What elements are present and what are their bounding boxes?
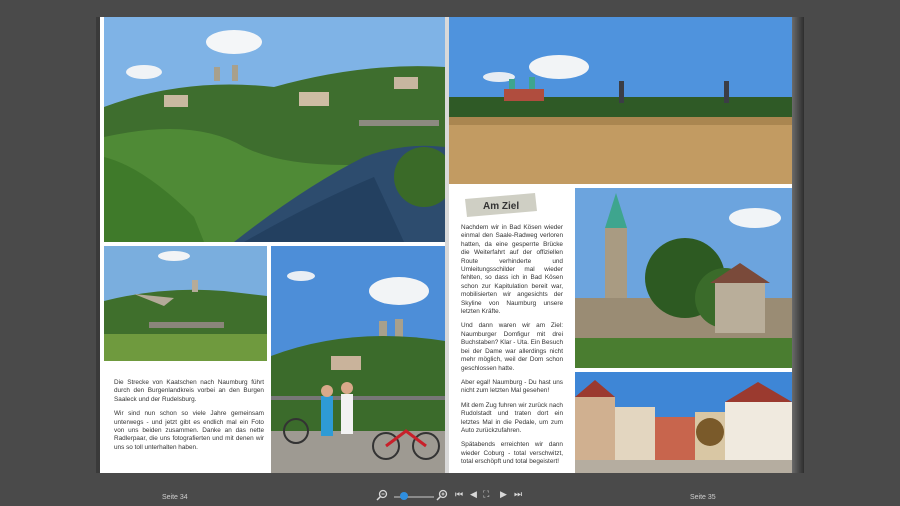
photo-naumburg-skyline[interactable]	[449, 17, 792, 184]
photo-river-castle[interactable]	[104, 17, 445, 242]
photo-couple-bikes[interactable]	[271, 246, 445, 473]
previous-page-icon[interactable]: ◀	[470, 489, 477, 499]
zoom-slider-handle[interactable]	[400, 492, 408, 500]
zoom-in-icon[interactable]	[436, 489, 448, 503]
left-page	[100, 17, 445, 473]
first-page-icon[interactable]: ⏮	[455, 489, 464, 499]
caption-paragraph-2: Wir sind nun schon so viele Jahre gemeinsam unterwegs - und jetzt gibt es endlich mal ein Foto von uns beiden zusammen. Danke an das nette Radlerpaar, die uns fotografierten und mit denen wir uns so toll unterhalten haben.	[114, 410, 264, 451]
left-caption	[114, 379, 264, 458]
story-paragraph-2: Und dann waren wir am Ziel: Naumburger Domfigur mit drei Buchstaben? Klar - Uta. Ein Besuch bei der Dame war allerdings nicht mehr möglich, weil der Dom schon geschlossen hatte.	[461, 322, 563, 372]
photo-castle-bridge[interactable]	[104, 246, 267, 361]
story-paragraph-3: Aber egal! Naumburg - Du hast uns nicht zum letzten Mal gesehen!	[461, 378, 563, 395]
last-page-icon[interactable]: ⏭	[514, 489, 523, 499]
story-paragraph-5: Spätabends erreichten wir dann wieder Coburg - total verschwitzt, total erschöpft und total begeistert!	[461, 441, 563, 466]
right-page-number: Seite 35	[690, 494, 716, 501]
photo-naumburg-cathedral[interactable]	[575, 188, 792, 368]
caption-paragraph-1: Die Strecke von Kaatschen nach Naumburg führt durch den Burgenlandkreis vorbei an den Burgen Saaleck und der Rudelsburg.	[114, 379, 264, 403]
photo-book-spread	[96, 17, 804, 473]
story-paragraph-4: Mit dem Zug fuhren wir zurück nach Rudolstadt und traten dort ein letztes Mal in die Pedale, um zum Auto zurückzufahren.	[461, 401, 563, 434]
story-paragraph-1: Nachdem wir in Bad Kösen wieder einmal den Saale-Radweg verloren hatten, da eine gesperrte Brücke die Weiterfahrt auf der offiziellen Route verhinderte und Umleitungsschilder mal wieder fehlten, so dass ich in Bad Kösen schon zur Kapitulation bereit war, mobilisierten wir angesichts der Skyline von Naumburg unsere letzten Kräfte.	[461, 224, 563, 316]
next-page-icon[interactable]: ▶	[500, 489, 507, 499]
right-page	[449, 17, 792, 473]
right-story-text	[461, 224, 563, 473]
photo-market-square[interactable]	[575, 372, 792, 473]
zoom-out-icon[interactable]	[376, 489, 388, 503]
left-page-number: Seite 34	[162, 494, 188, 501]
fit-page-icon[interactable]: ⛶	[483, 489, 490, 499]
book-page-edge	[792, 17, 804, 473]
heading-am-ziel: Am Ziel	[483, 201, 520, 212]
